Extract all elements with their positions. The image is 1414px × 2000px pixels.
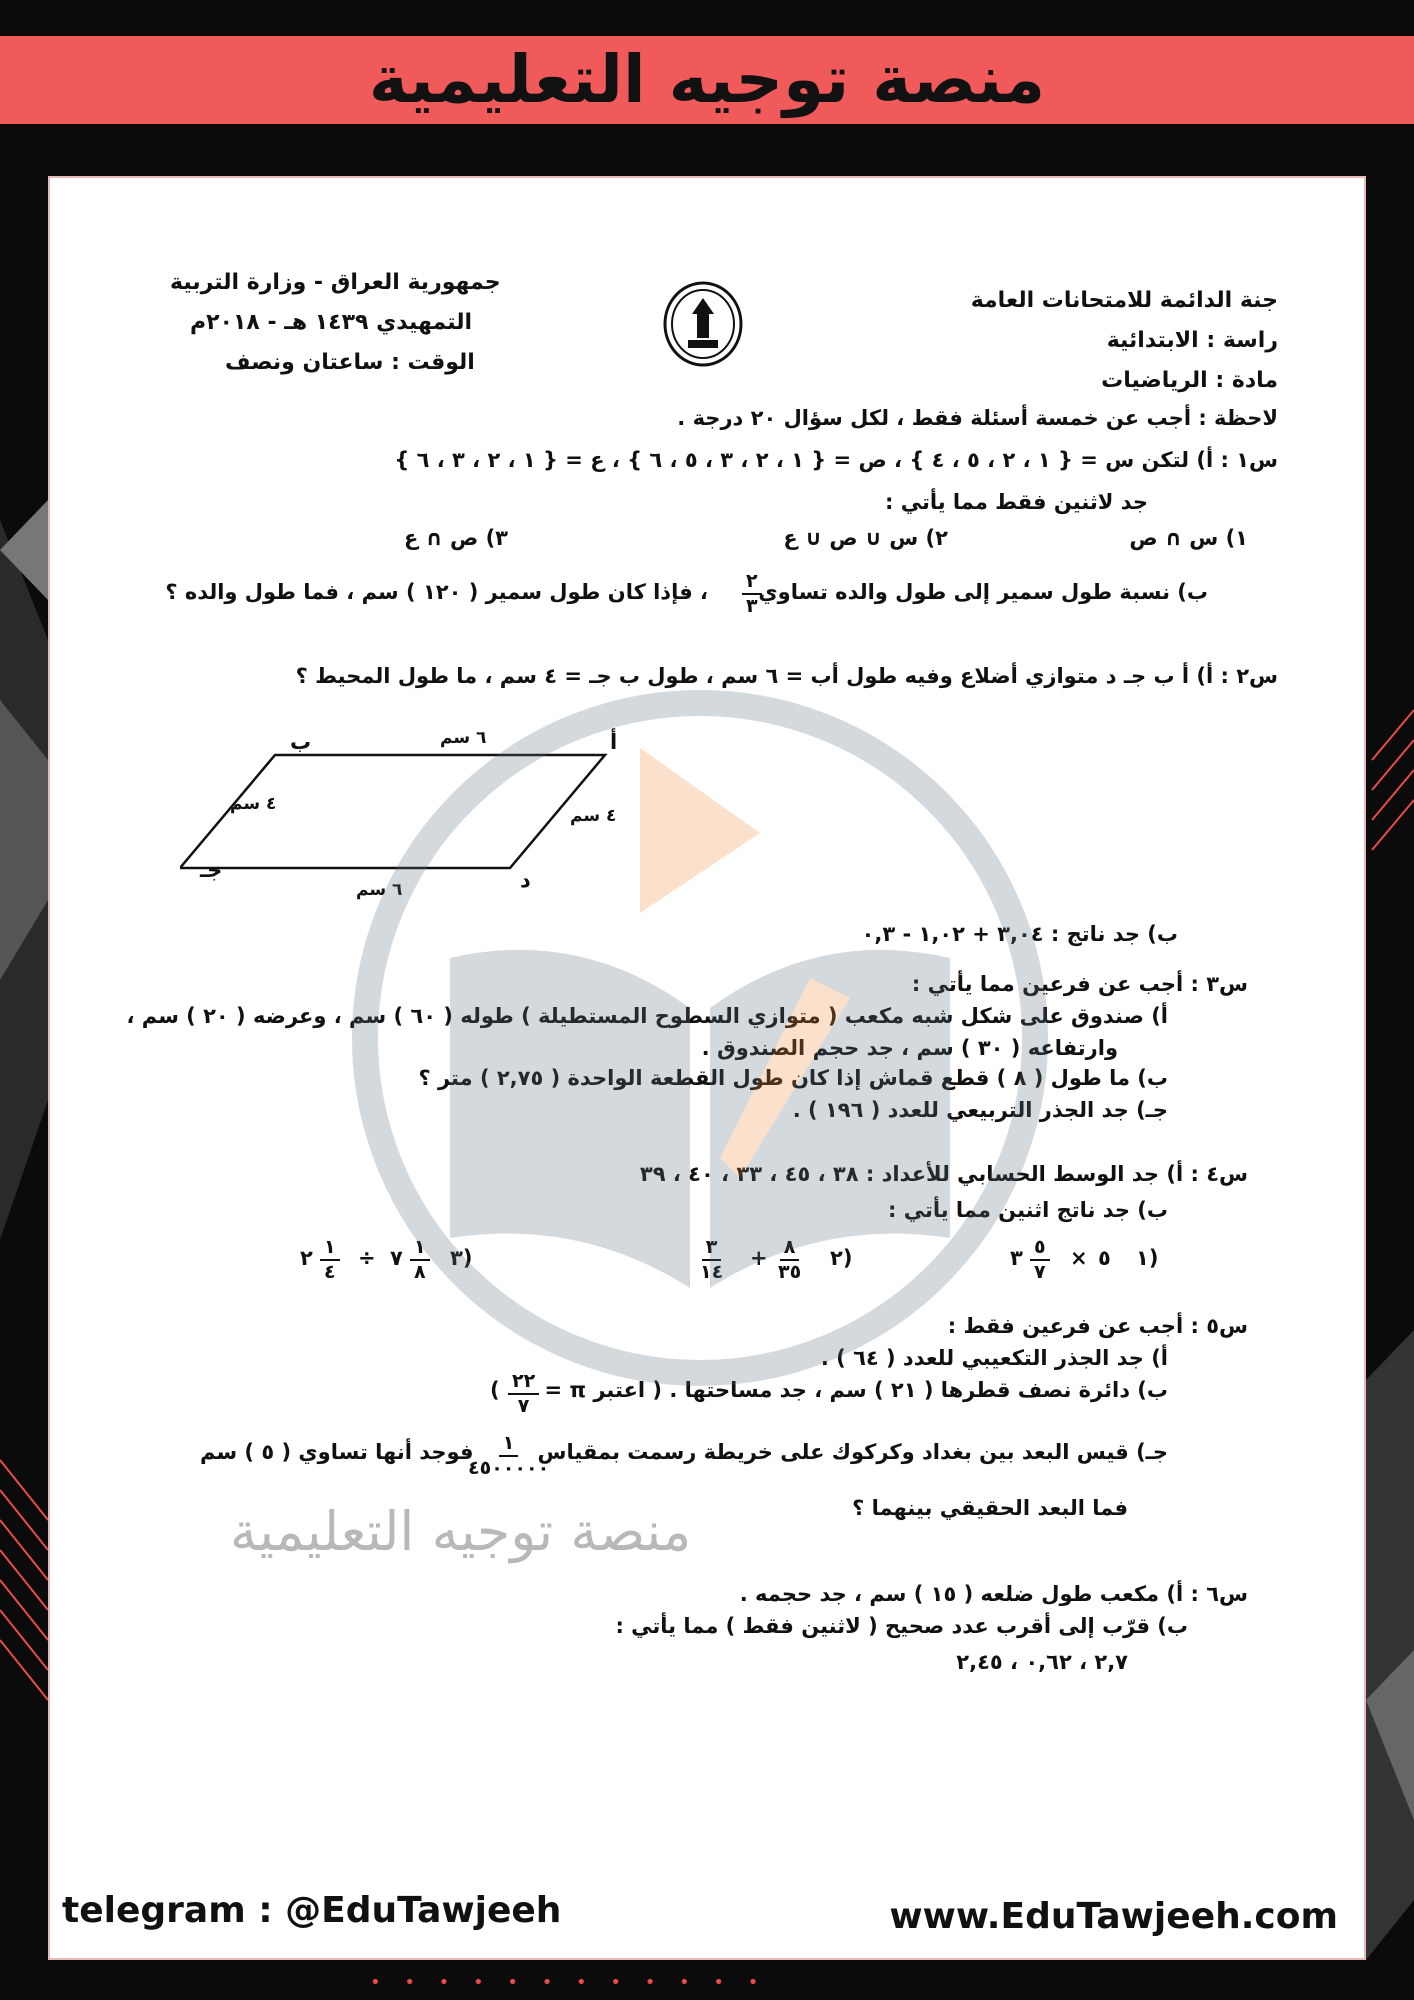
side-bc-length: ٤ سم	[230, 794, 277, 814]
q4-part-b: ب) جد ناتج اثنين مما يأتي :	[887, 1198, 1168, 1222]
q1-ratio-fraction: ٢ ٣	[742, 570, 762, 618]
q5-part-c-prefix: جـ) قيس البعد بين بغداد وكركوك على خريطة رسمت بمقياس	[537, 1440, 1168, 1464]
pi-fraction: ٢٢ ٧	[508, 1370, 539, 1418]
side-ab-length: ٦ سم	[440, 728, 487, 748]
pi-close-paren: (	[490, 1378, 500, 1402]
expr2-fraction-1: ٨ ٣٥	[778, 1236, 802, 1283]
q1-instruction: جد لاثنين فقط مما يأتي :	[884, 490, 1148, 514]
q1-part-b-prefix: ب) نسبة طول سمير إلى طول والده تساوي	[758, 580, 1208, 604]
q6-part-b: ب) قرّب إلى أقرب عدد صحيح ( لاثنين فقط ) مما يأتي :	[615, 1614, 1188, 1638]
stage-label: راسة : الابتدائية	[1106, 328, 1278, 353]
expr3-whole-1: ٧	[390, 1246, 403, 1270]
q1-option-3: ٣) ص ∩ ع	[403, 526, 508, 550]
q3-part-c: جـ) جد الجذر التربيعي للعدد ( ١٩٦ ) .	[792, 1098, 1168, 1122]
q5-part-c-suffix: فوجد أنها تساوي ( ٥ ) سم	[200, 1440, 474, 1464]
exam-paper	[48, 176, 1366, 1960]
q1-option-2: ٢) س ∪ ص ∪ ع	[783, 526, 948, 550]
bottom-dots: • • • • • • • • • • • •	[370, 1972, 768, 1993]
q1-part-a: س١ : أ) لتكن س = { ١ ، ٢ ، ٥ ، ٤ } ، ص = { ١ ، ٢ ، ٣ ، ٥ ، ٦ } ، ع = { ١ ، ٢ ، ٣ ، ٦ }	[394, 448, 1278, 472]
subject-label: مادة : الرياضيات	[1101, 368, 1278, 393]
committee-title: جنة الدائمة للامتحانات العامة	[970, 288, 1278, 313]
q3-part-a-line2: وارتفاعه ( ٣٠ ) سم ، جد حجم الصندوق .	[701, 1036, 1118, 1060]
banner-title: منصة توجيه التعليمية	[368, 41, 1046, 118]
expr3-fraction-2: ١ ٤	[320, 1236, 340, 1284]
q3-title: س٣ : أجب عن فرعين مما يأتي :	[911, 972, 1248, 996]
exam-duration: الوقت : ساعتان ونصف	[225, 350, 475, 375]
watermark-text: منصة توجيه التعليمية	[230, 1500, 692, 1563]
q1-option-1: ١) س ∩ ص	[1129, 526, 1248, 550]
q2-part-a: س٢ : أ) أ ب جـ د متوازي أضلاع وفيه طول أب = ٦ سم ، طول ب جـ = ٤ سم ، ما طول المحيط ؟	[295, 664, 1278, 688]
side-ad-length: ٤ سم	[570, 806, 617, 826]
q2-part-b: ب) جد ناتج : ٣,٠٤ + ١,٠٢ - ٠,٣	[861, 922, 1178, 946]
exam-date: التمهيدي ١٤٣٩ هـ - ٢٠١٨م	[190, 310, 473, 335]
vertex-a-label: أ	[610, 730, 618, 754]
q6-numbers: ٢,٧ ، ٠,٦٢ ، ٢,٤٥	[956, 1650, 1128, 1674]
expr3-operator: ÷	[358, 1246, 376, 1270]
vertex-d-label: د	[520, 868, 531, 892]
expr1-label: ١)	[1136, 1246, 1159, 1270]
expr2-label: ٢)	[830, 1246, 853, 1270]
q5-part-c-question: فما البعد الحقيقي بينهما ؟	[852, 1496, 1128, 1520]
expr1-whole: ٥	[1098, 1246, 1111, 1270]
q5-part-a: أ) جد الجذر التكعيبي للعدد ( ٦٤ ) .	[820, 1346, 1168, 1370]
expr2-operator: +	[750, 1246, 768, 1270]
telegram-handle: telegram : @EduTawjeeh	[62, 1890, 562, 1931]
q5-part-b: ب) دائرة نصف قطرها ( ٢١ ) سم ، جد مساحتها . ( اعتبر π =	[544, 1378, 1168, 1402]
q4-part-a: س٤ : أ) جد الوسط الحسابي للأعداد : ٣٨ ، ٤٥ ، ٣٣ ، ٤٠ ، ٣٩	[639, 1162, 1248, 1186]
q3-part-b: ب) ما طول ( ٨ ) قطع قماش إذا كان طول القطعة الواحدة ( ٢,٧٥ ) متر ؟	[418, 1066, 1168, 1090]
expr1-whole-part: ٣	[1010, 1246, 1023, 1270]
ministry-seal-icon	[662, 280, 744, 368]
republic-ministry: جمهورية العراق - وزارة التربية	[170, 270, 501, 295]
expr1-operator: ×	[1070, 1246, 1088, 1270]
exam-document	[50, 178, 1368, 1962]
exam-note: لاحظة : أجب عن خمسة أسئلة فقط ، لكل سؤال ٢٠ درجة .	[677, 406, 1278, 430]
top-banner	[0, 36, 1414, 124]
side-cd-length: ٦ سم	[356, 880, 403, 900]
q5-title: س٥ : أجب عن فرعين فقط :	[947, 1314, 1248, 1338]
q6-part-a: س٦ : أ) مكعب طول ضلعه ( ١٥ ) سم ، جد حجمه .	[739, 1582, 1248, 1606]
vertex-b-label: ب	[290, 730, 312, 754]
q3-part-a-line1: أ) صندوق على شكل شبه مكعب ( متوازي السطوح المستطيلة ) طوله ( ٦٠ ) سم ، وعرضه ( ٢٠ ) سم ،	[126, 1004, 1168, 1028]
expr3-whole-2: ٢	[300, 1246, 313, 1270]
expr3-label: ٣)	[450, 1246, 473, 1270]
website-url: www.EduTawjeeh.com	[889, 1896, 1338, 1937]
expr1-fraction: ٥ ٧	[1030, 1236, 1050, 1284]
expr2-fraction-2: ٣ ١٤	[700, 1236, 724, 1283]
q1-part-b-suffix: ، فإذا كان طول سمير ( ١٢٠ ) سم ، فما طول والده ؟	[165, 580, 708, 604]
vertex-c-label: جـ	[200, 858, 223, 882]
map-scale-fraction: ١ ٤٥٠٠٠٠٠	[468, 1432, 550, 1479]
expr3-fraction-1: ١ ٨	[410, 1236, 430, 1284]
